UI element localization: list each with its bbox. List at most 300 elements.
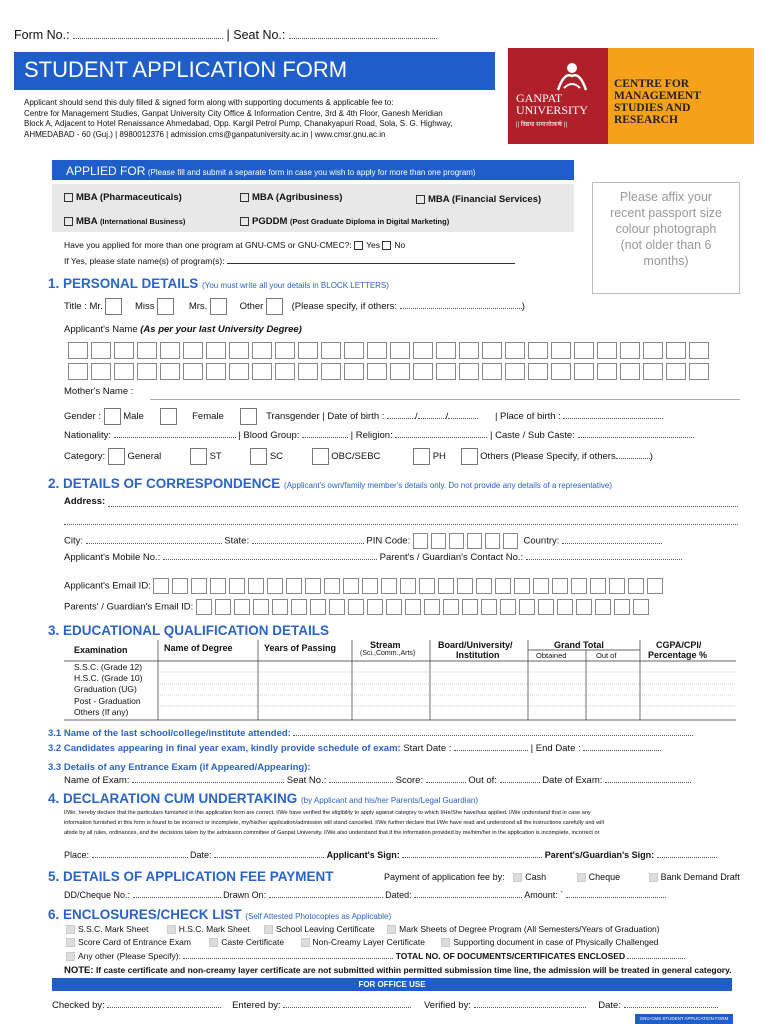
ncl-box[interactable] [301, 938, 310, 947]
char-box[interactable] [689, 363, 709, 380]
option-mba-pharma[interactable] [64, 192, 182, 203]
note-row [64, 965, 732, 976]
char-box[interactable] [482, 342, 502, 359]
char-box[interactable] [574, 342, 594, 359]
char-box[interactable] [405, 599, 421, 615]
mother-name-field[interactable] [150, 384, 740, 400]
char-box[interactable] [551, 363, 571, 380]
char-box[interactable] [457, 578, 473, 594]
checkbox[interactable] [416, 195, 425, 204]
dd-no-field[interactable] [133, 897, 221, 898]
char-box[interactable] [519, 599, 535, 615]
char-box[interactable] [438, 578, 454, 594]
payment-by-label: Payment of application fee by: [384, 872, 505, 882]
nationality-field[interactable] [114, 437, 236, 438]
any-other-box[interactable] [66, 952, 75, 961]
yes-checkbox[interactable] [354, 241, 363, 250]
char-box[interactable] [590, 578, 606, 594]
instruction-line: Applicant should send this duly filled & signed form along with supporting documents & applicable fee to: [24, 98, 394, 107]
char-box[interactable] [275, 342, 295, 359]
caste-cert-box[interactable] [209, 938, 218, 947]
st-label: ST [209, 451, 222, 463]
applicant-name-label-row [64, 324, 302, 335]
char-box[interactable] [467, 533, 482, 549]
section-note: (You must write all your details in BLOCK LETTERS) [202, 281, 389, 290]
char-box[interactable] [557, 599, 573, 615]
char-box[interactable] [324, 578, 340, 594]
option-label: MBA [76, 216, 98, 227]
char-box[interactable] [413, 533, 428, 549]
female-box[interactable] [160, 408, 177, 425]
instruction-line: Block A, Adjacent to Hotel Renaissance Ahmedabad, Opp. Kargil Petrol Pump, Chanakyapuri Road, Sola, S. G. Highway, [24, 119, 453, 128]
any-other-field[interactable] [183, 958, 393, 959]
city-label: City: [64, 535, 83, 547]
start-date-field[interactable] [454, 750, 528, 751]
char-box[interactable] [413, 363, 433, 380]
char-box[interactable] [459, 342, 479, 359]
mobile-field[interactable] [163, 559, 377, 560]
char-box[interactable] [344, 342, 364, 359]
char-box[interactable] [114, 363, 134, 380]
cash-label: Cash [525, 872, 547, 882]
char-box[interactable] [153, 578, 169, 594]
char-box[interactable] [367, 363, 387, 380]
cash-box[interactable] [513, 873, 522, 882]
pin-code-boxes[interactable] [413, 536, 521, 547]
dated-field[interactable] [414, 897, 522, 898]
miss-box[interactable] [157, 298, 174, 315]
char-box[interactable] [206, 363, 226, 380]
char-box[interactable] [91, 363, 111, 380]
program-names-field[interactable] [227, 263, 515, 264]
char-box[interactable] [538, 599, 554, 615]
page-title: STUDENT APPLICATION FORM [24, 57, 348, 82]
char-box[interactable] [481, 599, 497, 615]
char-box[interactable] [286, 578, 302, 594]
char-box[interactable] [571, 578, 587, 594]
checked-by-label: Checked by: [52, 1000, 105, 1011]
option-pgddm[interactable] [240, 216, 449, 227]
degree-marksheet-label: Mark Sheets of Degree Program (All Semesters/Years of Graduation) [399, 924, 660, 934]
option-suffix: (International Business) [99, 217, 186, 226]
applicant-name-grid[interactable] [68, 342, 736, 384]
date-label: Date: [190, 850, 212, 860]
form-no-label: Form No.: [14, 28, 70, 42]
exam-seat-field[interactable] [329, 782, 393, 783]
section-title: 2. DETAILS OF CORRESPONDENCE [48, 476, 281, 491]
applicant-sign-field[interactable] [402, 857, 542, 858]
dated-label: Dated: [385, 890, 412, 900]
leaving-cert-box[interactable] [264, 925, 273, 934]
hsc-box[interactable] [167, 925, 176, 934]
char-box[interactable] [476, 578, 492, 594]
instruction-line: Centre for Management Studies, Ganpat University City Office & Information Centre, 3rd & 4th Floor, Ganesh Meridian [24, 108, 443, 118]
char-box[interactable] [329, 599, 345, 615]
dob-year-field[interactable] [448, 418, 478, 419]
hsc-label: H.S.C. Mark Sheet [178, 924, 250, 934]
char-box[interactable] [431, 533, 446, 549]
email-row [64, 578, 666, 594]
char-box[interactable] [551, 342, 571, 359]
parent-email-label: Parents' / Guardian's Email ID: [64, 601, 194, 613]
col-stream: Stream [370, 640, 401, 650]
section-note: (by Applicant and his/her Parents/Legal Guardian) [301, 796, 479, 805]
char-box[interactable] [597, 363, 617, 380]
char-box[interactable] [272, 599, 288, 615]
out-of-label: Out of: [468, 775, 497, 786]
char-box[interactable] [206, 342, 226, 359]
place-label: Place: [64, 850, 90, 860]
declaration-line: I/We, hereby declare that the particulars furnished in this application form are correct. I/We have verified the eligibility to apply against category to which I/He/She have/has applied. I/We understand that in case any [64, 810, 591, 816]
address-line-2[interactable] [64, 524, 738, 525]
mobile-label: Applicant's Mobile No.: [64, 552, 161, 563]
cheque-label: Cheque [588, 872, 621, 882]
date-separator: / [415, 411, 418, 423]
dob-month-field[interactable] [418, 418, 446, 419]
title-other-field[interactable] [400, 308, 522, 309]
char-box[interactable] [367, 599, 383, 615]
sc-box[interactable] [250, 448, 267, 465]
religion-field[interactable] [395, 437, 487, 438]
char-box[interactable] [275, 363, 295, 380]
char-box[interactable] [298, 363, 318, 380]
applied-for-note: (Please fill and submit a separate form in case you wish to apply for more than one program) [147, 168, 476, 177]
table-row: S.S.C. (Grade 12) [74, 662, 143, 672]
section-note: (Self Attested Photocopies as Applicable) [245, 912, 392, 921]
option-mba-finance[interactable] [416, 194, 541, 205]
col-stream-sub: (Sci.,Comm.,Arts) [360, 650, 416, 657]
entered-by-field[interactable] [283, 1007, 411, 1008]
char-box[interactable] [386, 599, 402, 615]
char-box[interactable] [344, 363, 364, 380]
char-box[interactable] [419, 578, 435, 594]
enclosures-heading [48, 907, 391, 922]
char-box[interactable] [348, 599, 364, 615]
country-label: Country: [523, 535, 560, 547]
char-box[interactable] [449, 533, 464, 549]
char-box[interactable] [620, 342, 640, 359]
category-label: Category: [64, 451, 106, 463]
close-paren: ) [521, 301, 525, 313]
char-box[interactable] [210, 578, 226, 594]
ph-box[interactable] [413, 448, 430, 465]
char-box[interactable] [666, 342, 686, 359]
col-obtained: Obtained [536, 651, 567, 660]
personal-heading [48, 276, 389, 291]
char-box[interactable] [633, 599, 649, 615]
char-box[interactable] [137, 363, 157, 380]
char-box[interactable] [291, 599, 307, 615]
verified-by-label: Verified by: [423, 1000, 471, 1011]
col-degree: Name of Degree [164, 643, 233, 653]
ssc-box[interactable] [66, 925, 75, 934]
char-box[interactable] [215, 599, 231, 615]
char-box[interactable] [628, 578, 644, 594]
last-institute-field[interactable] [293, 735, 693, 736]
seat-no-label: | Seat No.: [226, 28, 286, 42]
date-field[interactable] [214, 857, 324, 858]
caste-label: | Caste / Sub Caste: [490, 430, 575, 441]
char-box[interactable] [68, 342, 88, 359]
end-date-label: | End Date : [530, 743, 581, 754]
no-checkbox[interactable] [382, 241, 391, 250]
char-box[interactable] [310, 599, 326, 615]
char-box[interactable] [595, 599, 611, 615]
male-label: Male [123, 411, 144, 423]
char-box[interactable] [229, 363, 249, 380]
email-label: Applicant's Email ID: [64, 580, 151, 592]
option-label: MBA (Financial Services) [428, 194, 542, 205]
general-label: General [127, 451, 162, 463]
more-than-one-question [64, 240, 405, 250]
university-motto: || विद्यया समाजोत्कर्षः || [516, 122, 568, 128]
blood-group-field[interactable] [302, 437, 348, 438]
logo-emblem-icon [508, 54, 608, 94]
char-box[interactable] [343, 578, 359, 594]
option-suffix: (Post Graduate Diploma in Digital Marketing) [290, 217, 450, 226]
mrs-box[interactable] [210, 298, 227, 315]
char-box[interactable] [367, 342, 387, 359]
option-label: MBA (Pharmaceuticals) [76, 192, 182, 203]
score-card-box[interactable] [66, 938, 75, 947]
signature-row [64, 850, 717, 860]
parent-contact-field[interactable] [526, 559, 682, 560]
char-box[interactable] [267, 578, 283, 594]
instruction-line: AHMEDABAD - 60 (Guj.) | 8980012376 | admission.cms@ganpatuniversity.ac.in | www.cmsr.gnu.ac.in [24, 129, 386, 139]
parent-sign-label: Parent's/Guardian's Sign: [544, 850, 655, 860]
address-line-1[interactable] [108, 506, 738, 507]
char-box[interactable] [229, 342, 249, 359]
name-grid-row [68, 363, 736, 380]
footer-tag: GNU-CMS STUDENT APPLICATION FORM [635, 1014, 733, 1024]
male-box[interactable] [104, 408, 121, 425]
table-row: Post - Graduation [74, 695, 141, 706]
verified-by-field[interactable] [474, 1007, 586, 1008]
amount-field[interactable] [566, 897, 666, 898]
checkbox[interactable] [64, 193, 73, 202]
ph-doc-box[interactable] [441, 938, 450, 947]
date-of-exam-field[interactable] [605, 782, 691, 783]
country-field[interactable] [562, 543, 662, 544]
char-box[interactable] [443, 599, 459, 615]
place-of-birth-field[interactable] [563, 418, 663, 419]
parent-sign-field[interactable] [657, 857, 717, 858]
centre-name-block [608, 48, 754, 144]
char-box[interactable] [160, 363, 180, 380]
char-box[interactable] [424, 599, 440, 615]
form-no-field[interactable] [73, 38, 223, 39]
col-year: Years of Passing [264, 643, 337, 653]
exam-name-label: Name of Exam: [64, 775, 130, 786]
photo-instruction: Please affix your recent passport size colour photograph (not older than 6 months) [610, 190, 722, 268]
drawn-on-field[interactable] [269, 897, 383, 898]
char-box[interactable] [528, 363, 548, 380]
char-box[interactable] [689, 342, 709, 359]
state-label: State: [224, 535, 250, 547]
char-box[interactable] [191, 578, 207, 594]
other-box[interactable] [266, 298, 283, 315]
general-box[interactable] [108, 448, 125, 465]
category-row [64, 448, 653, 465]
dd-box[interactable] [649, 873, 658, 882]
q31-row [48, 728, 693, 739]
char-box[interactable] [68, 363, 88, 380]
char-box[interactable] [436, 363, 456, 380]
start-date-label: Start Date : [403, 743, 452, 754]
char-box[interactable] [436, 342, 456, 359]
col-exam: Examination [74, 645, 128, 655]
char-box[interactable] [305, 578, 321, 594]
checked-by-field[interactable] [107, 1007, 221, 1008]
ph-label: PH [432, 451, 446, 463]
state-field[interactable] [252, 543, 364, 544]
ph-doc-label: Supporting document in case of Physically Challenged [453, 937, 659, 947]
q32-row [48, 743, 661, 754]
fee-method-row [384, 872, 740, 882]
seat-no-field[interactable] [289, 38, 437, 39]
char-box[interactable] [229, 578, 245, 594]
char-box[interactable] [114, 342, 134, 359]
col-outof: Out of [596, 651, 617, 660]
checkbox[interactable] [64, 217, 73, 226]
dd-no-label: DD/Cheque No.: [64, 890, 131, 900]
char-box[interactable] [252, 363, 272, 380]
st-box[interactable] [190, 448, 207, 465]
parent-email-boxes[interactable] [196, 602, 652, 613]
enclosure-row-2 [66, 937, 658, 947]
char-box[interactable] [643, 342, 663, 359]
email-boxes[interactable] [153, 581, 666, 592]
char-box[interactable] [576, 599, 592, 615]
degree-marksheet-box[interactable] [387, 925, 396, 934]
char-box[interactable] [485, 533, 500, 549]
char-box[interactable] [459, 363, 479, 380]
char-box[interactable] [172, 578, 188, 594]
char-box[interactable] [503, 533, 518, 549]
char-box[interactable] [647, 578, 663, 594]
char-box[interactable] [482, 363, 502, 380]
char-box[interactable] [514, 578, 530, 594]
out-of-field[interactable] [500, 782, 540, 783]
end-date-field[interactable] [583, 750, 661, 751]
mr-box[interactable] [105, 298, 122, 315]
entered-by-label: Entered by: [232, 1000, 281, 1011]
exam-name-field[interactable] [132, 782, 284, 783]
char-box[interactable] [597, 342, 617, 359]
char-box[interactable] [390, 363, 410, 380]
char-box[interactable] [413, 342, 433, 359]
char-box[interactable] [390, 342, 410, 359]
no-label: No [394, 240, 406, 250]
char-box[interactable] [362, 578, 378, 594]
office-row [52, 1000, 718, 1011]
city-field[interactable] [86, 543, 222, 544]
declaration-text [64, 808, 744, 838]
char-box[interactable] [183, 363, 203, 380]
char-box[interactable] [666, 363, 686, 380]
char-box[interactable] [160, 342, 180, 359]
char-box[interactable] [609, 578, 625, 594]
question-label: Have you applied for more than one program at GNU-CMS or GNU-CMEC?: [64, 240, 352, 250]
cat-other-box[interactable] [461, 448, 478, 465]
checkbox[interactable] [240, 193, 249, 202]
char-box[interactable] [321, 342, 341, 359]
table-row: Graduation (UG) [74, 684, 137, 695]
char-box[interactable] [505, 363, 525, 380]
option-mba-intl[interactable] [64, 216, 185, 227]
char-box[interactable] [321, 363, 341, 380]
col-board: Board/University/ [438, 640, 513, 650]
char-box[interactable] [400, 578, 416, 594]
char-box[interactable] [620, 363, 640, 380]
checkbox[interactable] [240, 217, 249, 226]
gender-label: Gender : [64, 411, 101, 423]
col-board-2: Institution [456, 650, 500, 660]
char-box[interactable] [91, 342, 111, 359]
caste-field[interactable] [578, 437, 694, 438]
name-grid-row [68, 342, 736, 359]
total-docs-field[interactable] [627, 958, 685, 959]
photo-box[interactable] [592, 182, 740, 294]
char-box[interactable] [381, 578, 397, 594]
centre-name: CENTRE FOR [614, 78, 690, 90]
dob-day-field[interactable] [387, 418, 415, 419]
place-of-birth-label: | Place of birth : [494, 411, 561, 423]
char-box[interactable] [574, 363, 594, 380]
cat-other-field[interactable] [616, 458, 650, 459]
char-box[interactable] [495, 578, 511, 594]
char-box[interactable] [248, 578, 264, 594]
office-date-field[interactable] [624, 1007, 718, 1008]
transgender-box[interactable] [240, 408, 257, 425]
char-box[interactable] [196, 599, 212, 615]
char-box[interactable] [298, 342, 318, 359]
char-box[interactable] [252, 342, 272, 359]
mother-name-row [64, 386, 133, 397]
any-other-label: Any other (Please Specify): [78, 951, 181, 961]
char-box[interactable] [614, 599, 630, 615]
char-box[interactable] [500, 599, 516, 615]
option-label: PGDDM [252, 216, 288, 227]
score-field[interactable] [426, 782, 466, 783]
form-seat-line [14, 28, 437, 42]
section-note: (Applicant's own/family member's details only. Do not provide any details of a representative) [284, 481, 612, 490]
char-box[interactable] [533, 578, 549, 594]
char-box[interactable] [234, 599, 250, 615]
section-title: 6. ENCLOSURES/CHECK LIST [48, 907, 242, 922]
place-field[interactable] [92, 857, 188, 858]
cheque-box[interactable] [577, 873, 586, 882]
char-box[interactable] [552, 578, 568, 594]
char-box[interactable] [462, 599, 478, 615]
gender-row [64, 408, 663, 425]
char-box[interactable] [253, 599, 269, 615]
religion-label: | Religion: [350, 430, 393, 441]
char-box[interactable] [643, 363, 663, 380]
char-box[interactable] [183, 342, 203, 359]
education-table-lines [64, 640, 736, 722]
applicant-name-note: (As per your last University Degree) [140, 324, 302, 335]
obc-box[interactable] [312, 448, 329, 465]
applicant-sign-label: Applicant's Sign: [326, 850, 400, 860]
col-cgpa: CGPA/CPI/ [656, 640, 702, 650]
char-box[interactable] [505, 342, 525, 359]
section-title: 1. PERSONAL DETAILS [48, 276, 199, 291]
char-box[interactable] [528, 342, 548, 359]
option-mba-agri[interactable] [240, 192, 342, 203]
office-date-label: Date: [598, 1000, 621, 1011]
char-box[interactable] [137, 342, 157, 359]
